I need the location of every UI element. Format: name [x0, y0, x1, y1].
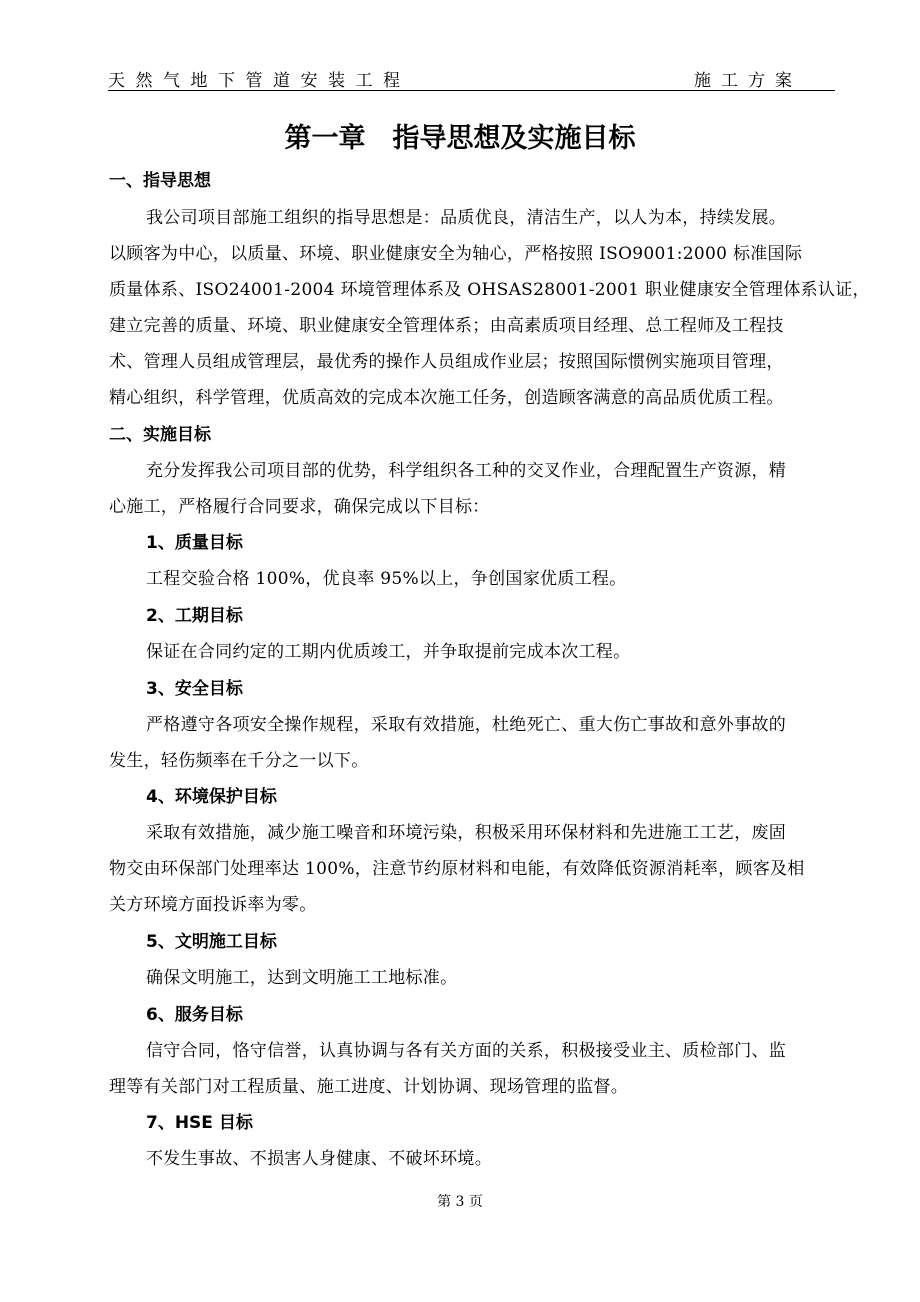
paragraph-line: 术、管理人员组成管理层，最优秀的操作人员组成作业层；按照国际惯例实施项目管理， [109, 352, 784, 372]
section-heading-implementation-goals: 二、实施目标 [109, 425, 211, 445]
goal-heading-civilized-construction: 5、文明施工目标 [146, 932, 277, 952]
chapter-title: 第一章 指导思想及实施目标 [284, 123, 636, 154]
paragraph-line: 建立完善的质量、环境、职业健康安全管理体系；由高素质项目经理、总工程师及工程技 [109, 316, 784, 336]
section-heading-guiding-ideology: 一、指导思想 [109, 171, 211, 191]
goal-heading-quality: 1、质量目标 [146, 533, 243, 553]
paragraph-line: 质量体系、ISO24001-2004 环境管理体系及 OHSAS28001-2001 职业健康安全管理体系认证， [109, 280, 870, 300]
paragraph-line: 严格遵守各项安全操作规程，采取有效措施，杜绝死亡、重大伤亡事故和意外事故的 [146, 715, 787, 735]
page-number: 第 3 页 [437, 1194, 483, 1210]
paragraph-line: 关方环境方面投诉率为零。 [109, 895, 317, 915]
paragraph-line: 工程交验合格 100%，优良率 95%以上，争创国家优质工程。 [146, 569, 627, 589]
paragraph-line: 充分发挥我公司项目部的优势，科学组织各工种的交叉作业，合理配置生产资源，精 [146, 461, 787, 481]
goal-heading-hse: 7、HSE 目标 [146, 1113, 253, 1133]
paragraph-line: 物交由环保部门处理率达 100%，注意节约原材料和电能，有效降低资源消耗率，顾客及相 [109, 859, 805, 879]
paragraph-line: 保证在合同约定的工期内优质竣工，并争取提前完成本次工程。 [146, 642, 631, 662]
goal-heading-service: 6、服务目标 [146, 1005, 243, 1025]
paragraph-line: 信守合同，恪守信誉，认真协调与各有关方面的关系，积极接受业主、质检部门、监 [146, 1041, 787, 1061]
paragraph-line: 发生，轻伤频率在千分之一以下。 [109, 751, 369, 771]
header-doc-type: 施工方案 [694, 71, 802, 91]
paragraph-line: 采取有效措施，减少施工噪音和环境污染，积极采用环保材料和先进施工工艺，废固 [146, 823, 787, 843]
paragraph-line: 以顾客为中心，以质量、环境、职业健康安全为轴心，严格按照 ISO9001:2000 标准国际 [109, 244, 803, 264]
paragraph-line: 我公司项目部施工组织的指导思想是：品质优良，清洁生产，以人为本，持续发展。 [146, 208, 787, 228]
header-project-title: 天然气地下管道安装工程 [108, 71, 411, 91]
goal-heading-safety: 3、安全目标 [146, 679, 243, 699]
paragraph-line: 不发生事故、不损害人身健康、不破坏环境。 [146, 1149, 492, 1169]
page-header [108, 64, 835, 91]
goal-heading-environment: 4、环境保护目标 [146, 787, 277, 807]
paragraph-line: 确保文明施工，达到文明施工工地标准。 [146, 968, 458, 988]
goal-heading-schedule: 2、工期目标 [146, 606, 243, 626]
paragraph-line: 理等有关部门对工程质量、施工进度、计划协调、现场管理的监督。 [109, 1077, 628, 1097]
paragraph-line: 精心组织，科学管理，优质高效的完成本次施工任务，创造顾客满意的高品质优质工程。 [109, 388, 784, 408]
paragraph-line: 心施工，严格履行合同要求，确保完成以下目标： [109, 497, 490, 517]
